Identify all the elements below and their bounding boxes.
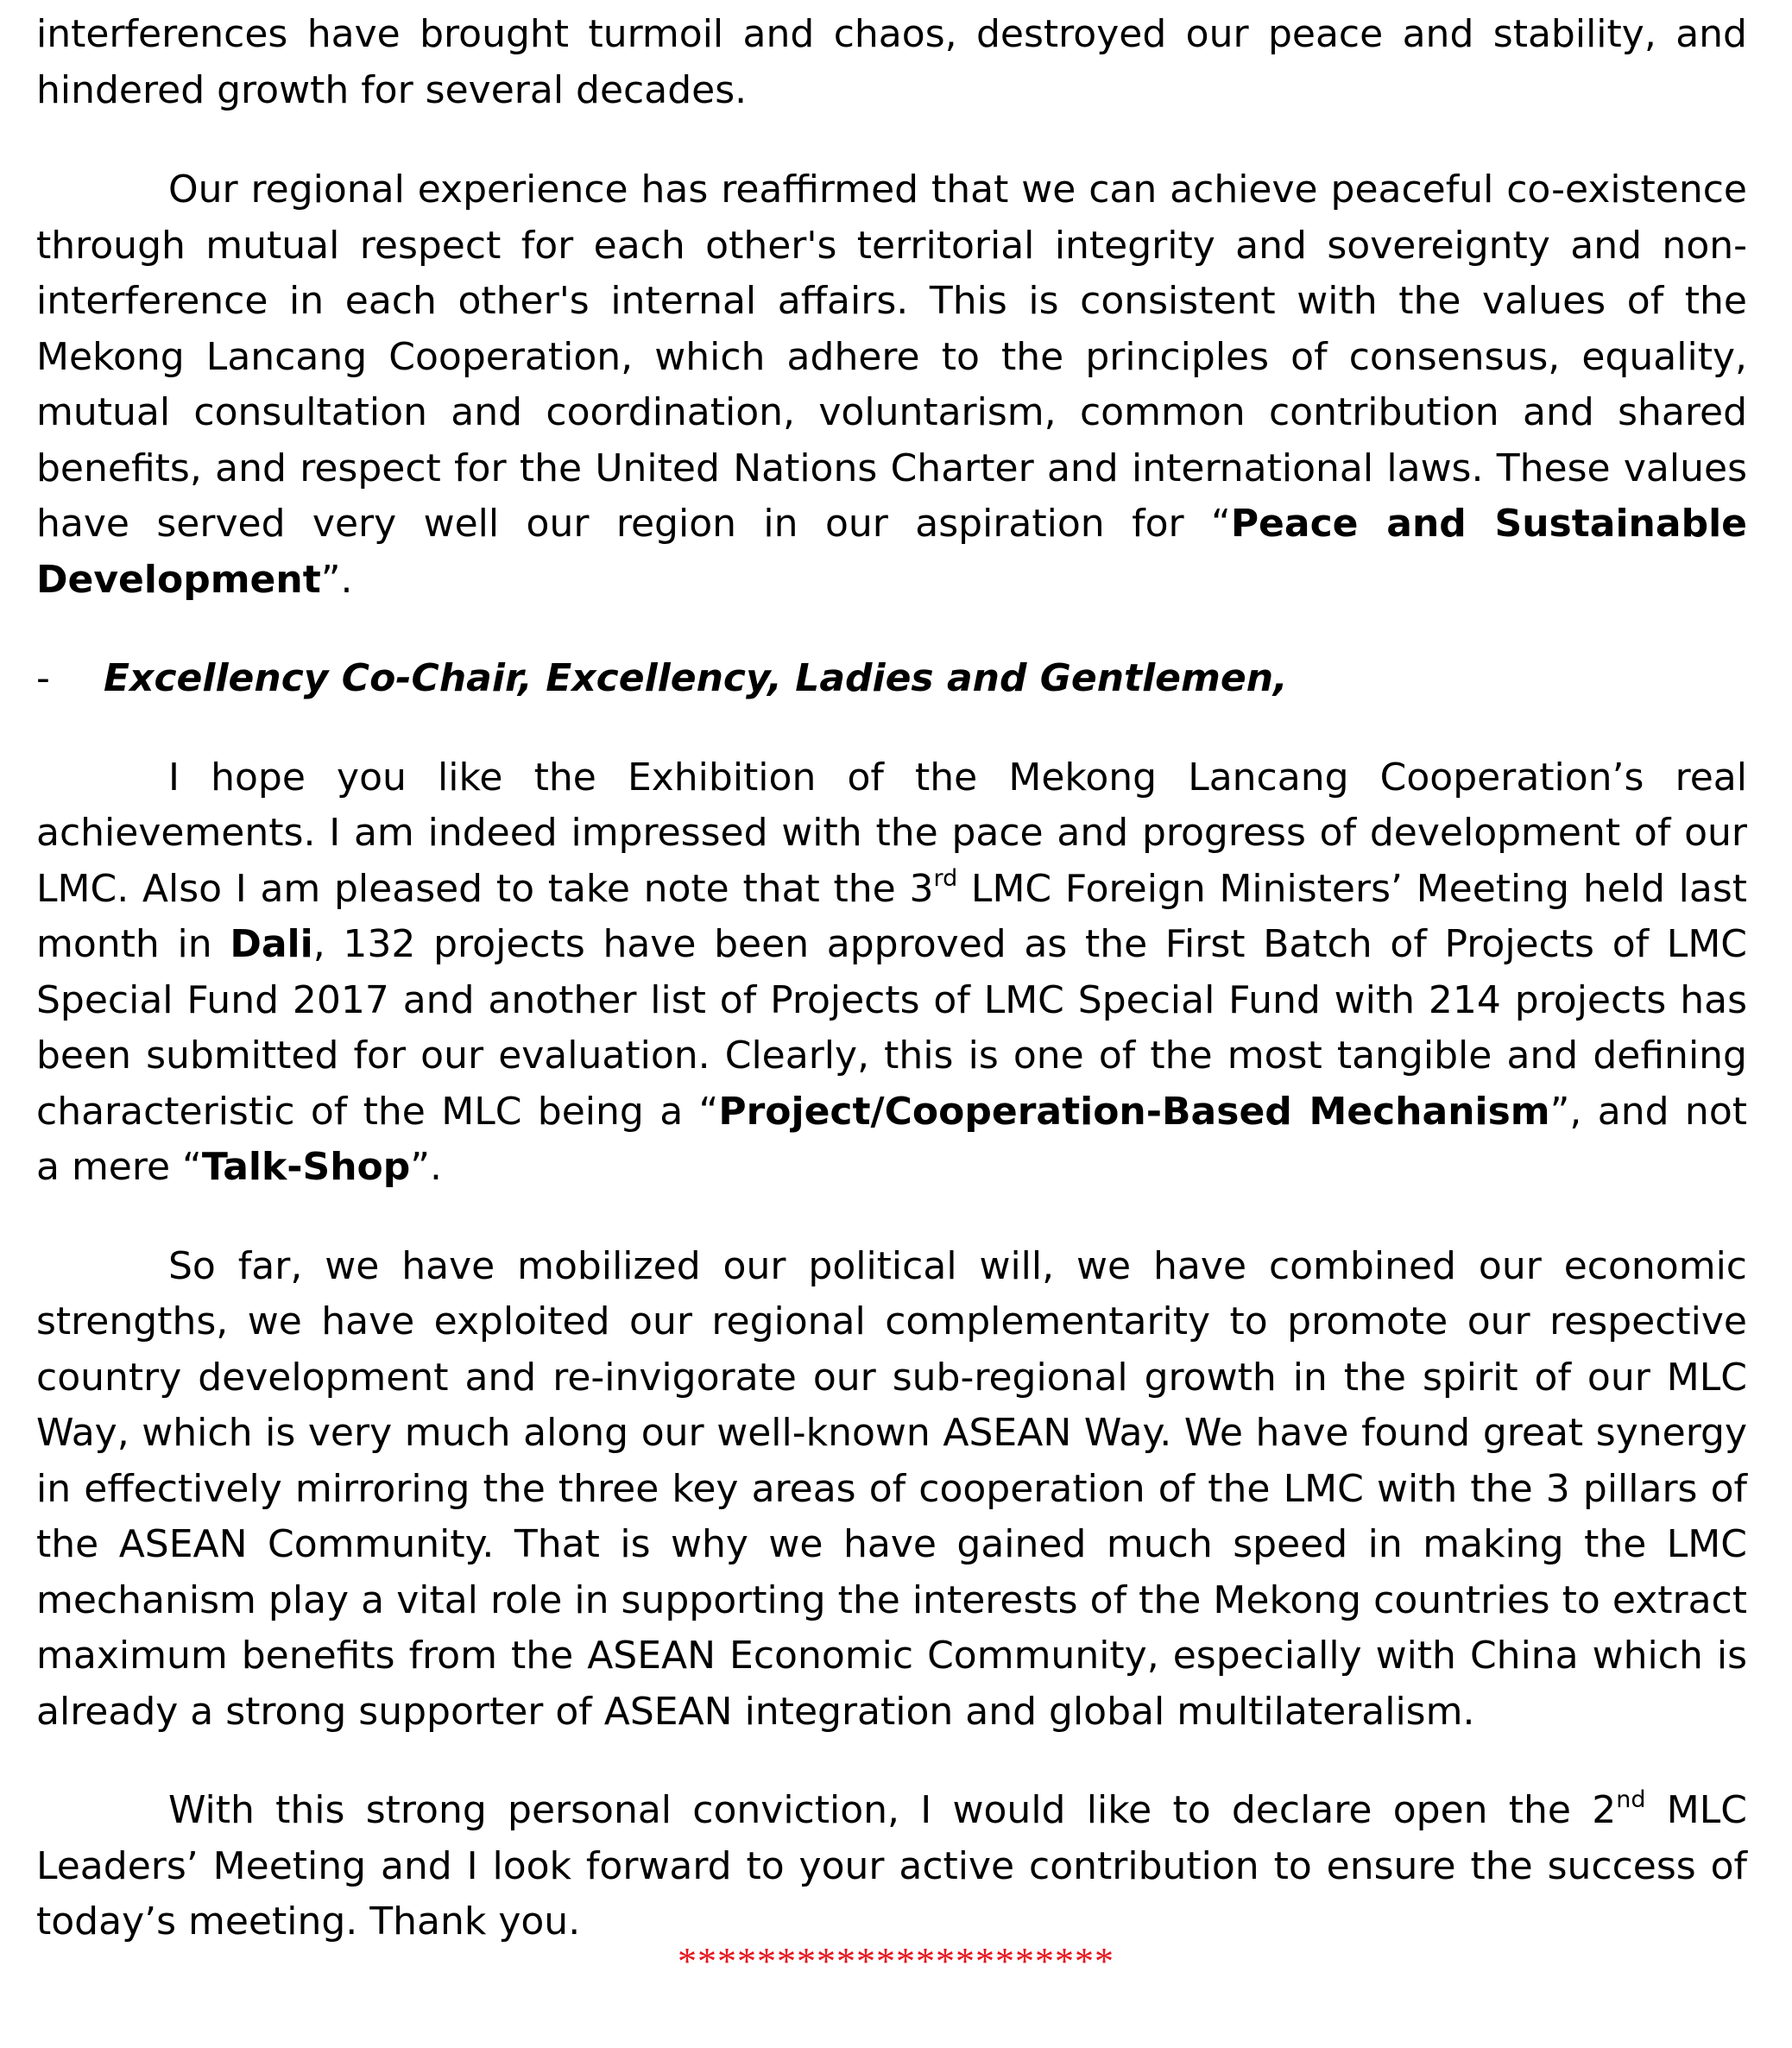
- bold-word-dali: Dali: [230, 922, 313, 966]
- paragraph-text: I hope you like the Exhibition of the Mekong Lancang Cooperation’s real achievements. I am indeed impressed with the pace and progress of development of our LMC. Also I am pleased to take note that the 3: [36, 755, 1747, 911]
- paragraph-text: , 132 projects have been approved as the First Batch of Projects of LMC Special Fund 2017 and another list of Projects of LMC Special Fund with 214 projects has been submitted for our evaluation. Clearly, this is one of the most tangible and defining characteristic of the MLC being a “: [36, 922, 1748, 1134]
- paragraph-text: interferences have brought turmoil and chaos, destroyed our peace and stability, and hindered growth for several decades.: [36, 12, 1747, 112]
- superscript-nd: nd: [1616, 1786, 1646, 1813]
- bold-phrase-talk-shop: Talk-Shop: [201, 1145, 411, 1189]
- paragraph-text-end: ”.: [410, 1145, 443, 1189]
- end-of-document-marker: **********************: [678, 1940, 1114, 1982]
- paragraph-exhibition: [36, 750, 1747, 1196]
- paragraph-text: So far, we have mobilized our political will, we have combined our economic strengths, we have exploited our regional complementarity to promote our respective country development and re-invigorate our sub-regional growth in the spirit of our MLC Way, which is very much along our well-known ASEAN Way. We have found great synergy in effectively mirroring the three key areas of cooperation of the LMC with the 3 pillars of the ASEAN Community. That is why we have gained much speed in making the LMC mechanism play a vital role in supporting the interests of the Mekong countries to extract maximum benefits from the ASEAN Economic Community, especially with China which is already a strong supporter of ASEAN integration and global multilateralism.: [36, 1243, 1747, 1734]
- bullet-dash: -: [36, 656, 50, 700]
- salutation-text: Excellency Co-Chair, Excellency, Ladies and Gentlemen,: [104, 656, 1288, 700]
- bold-phrase-mechanism: Project/Cooperation-Based Mechanism: [718, 1089, 1550, 1134]
- paragraph-text: MLC Leaders’ Meeting and I look forward to your active contribution to ensure the success of today’s meeting. Thank you.: [36, 1788, 1747, 1944]
- paragraph-interferences: [36, 7, 1747, 118]
- document-page: [36, 0, 1747, 1950]
- paragraph-text: LMC Foreign Ministers’ Meeting held last month in: [36, 866, 1747, 966]
- paragraph-text: Our regional experience has reaffirmed that we can achieve peaceful co-existence through mutual respect for each other's territorial integrity and sovereignty and non-interference in each other's internal affairs. This is consistent with the values of the Mekong Lancang Cooperation, which adhere to the principles of consensus, equality, mutual consultation and coordination, voluntarism, common contribution and shared benefits, and respect for the United Nations Charter and international laws. These values have served very well our region in our aspiration for “: [36, 168, 1747, 546]
- paragraph-so-far: [36, 1239, 1747, 1741]
- bold-phrase-peace-development: Peace and Sustainable Development: [36, 502, 1747, 602]
- paragraph-regional-experience: [36, 162, 1747, 608]
- salutation-line: [36, 651, 1747, 707]
- superscript-rd: rd: [933, 864, 958, 892]
- paragraph-text: ”, and not a mere “: [36, 1089, 1747, 1189]
- paragraph-conclusion: [36, 1783, 1747, 1950]
- paragraph-text: With this strong personal conviction, I would like to declare open the 2: [168, 1788, 1617, 1832]
- paragraph-text-end: ”.: [320, 557, 353, 602]
